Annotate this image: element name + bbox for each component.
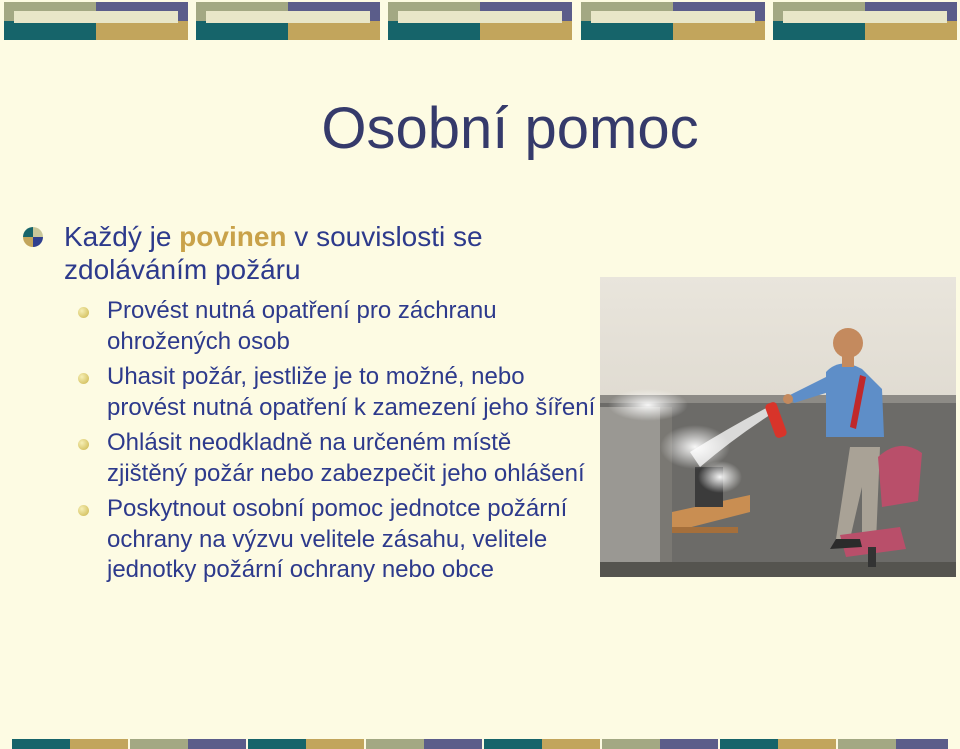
dot-bullet	[78, 439, 89, 450]
list-item	[76, 494, 596, 586]
quartered-circle-icon	[22, 226, 44, 248]
main-point-highlight: povinen	[179, 221, 287, 252]
sub-point-text: Provést nutná opatření pro záchranu ohrožených osob	[107, 297, 497, 355]
sub-point-text: Uhasit požár, jestliže je to možné, nebo provést nutná opatření k zamezení jeho šíření	[107, 363, 596, 421]
fire-extinguisher-photo	[600, 277, 956, 577]
bottom-decorative-band	[0, 739, 960, 749]
main-point-after: v souvislosti se zdoláváním požáru	[64, 221, 483, 285]
sub-point-list	[76, 296, 596, 591]
list-item	[76, 296, 596, 357]
sub-point-text: Ohlásit neodkladně na určeném místě zjištěný požár nebo zabezpečit jeho ohlášení	[107, 429, 585, 487]
page-title: Osobní pomoc	[321, 96, 699, 161]
main-point	[64, 220, 584, 286]
dot-bullet	[78, 505, 89, 516]
dot-bullet	[78, 373, 89, 384]
top-decorative-band	[0, 2, 960, 40]
main-point-before: Každý je	[64, 221, 180, 252]
dot-bullet	[78, 307, 89, 318]
list-item	[76, 428, 596, 489]
sub-point-text: Poskytnout osobní pomoc jednotce požární ochrany na výzvu velitele zásahu, velitele jednotky požární ochrany nebo obce	[107, 495, 568, 583]
list-item	[76, 362, 596, 423]
